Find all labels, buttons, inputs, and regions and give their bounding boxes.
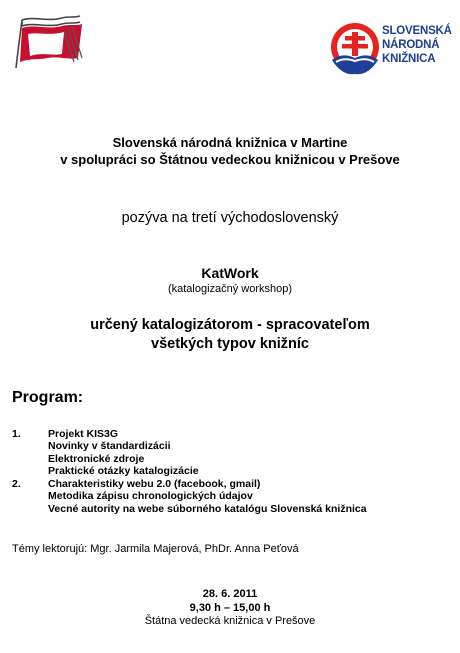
- event-time: 9,30 h – 15,00 h: [189, 601, 271, 614]
- snk-logo-text: [382, 24, 452, 66]
- program-item-number: 2.: [12, 478, 21, 490]
- lectors-text: Témy lektorujú: Mgr. Jarmila Majerová, PhDr. Anna Peťová: [12, 543, 299, 555]
- event-date: 28. 6. 2011: [202, 588, 258, 600]
- snk-logo: [330, 20, 452, 78]
- organizer-line-2: v spolupráci so Štátnou vedeckou knižnicou v Prešove: [60, 152, 400, 167]
- program-line: Novinky v štandardizácii: [48, 440, 171, 453]
- audience-heading: [0, 316, 460, 354]
- event-datetime: [0, 588, 460, 615]
- audience-line-1: určený katalogizátorom - spracovateľom: [90, 317, 370, 333]
- event-place: Štátna vedecká knižnica v Prešove: [144, 615, 316, 627]
- program-title: Program:: [12, 389, 84, 406]
- invite-text: pozýva na tretí východoslovenský: [121, 210, 339, 226]
- snk-logo-line-1: SLOVENSKÁ: [382, 25, 452, 37]
- program-item-number: 1.: [12, 428, 21, 440]
- program-line: Metodika zápisu chronologických údajov: [48, 490, 253, 503]
- program-line: Praktické otázky katalogizácie: [48, 465, 199, 478]
- event-subtitle: (katalogizačný workshop): [167, 283, 293, 295]
- program-line: Projekt KIS3G: [48, 428, 119, 440]
- program-line: Vecné autority na webe súborného katalógu Slovenská knižnica: [48, 502, 367, 515]
- organizer-line-1: Slovenská národná knižnica v Martine: [112, 135, 348, 150]
- snk-logo-line-3: KNIŽNICA: [382, 53, 436, 65]
- program-line: Charakteristiky webu 2.0 (facebook, gmail): [48, 478, 261, 490]
- snk-logo-line-2: NÁRODNÁ: [382, 39, 440, 51]
- audience-line-2: všetkých typov knižníc: [151, 336, 309, 352]
- left-logo-icon: [8, 12, 86, 74]
- organizers-heading: [0, 134, 460, 168]
- snk-shield-icon: [330, 20, 380, 78]
- event-name: KatWork: [201, 265, 259, 281]
- program-line: Elektronické zdroje: [48, 452, 145, 465]
